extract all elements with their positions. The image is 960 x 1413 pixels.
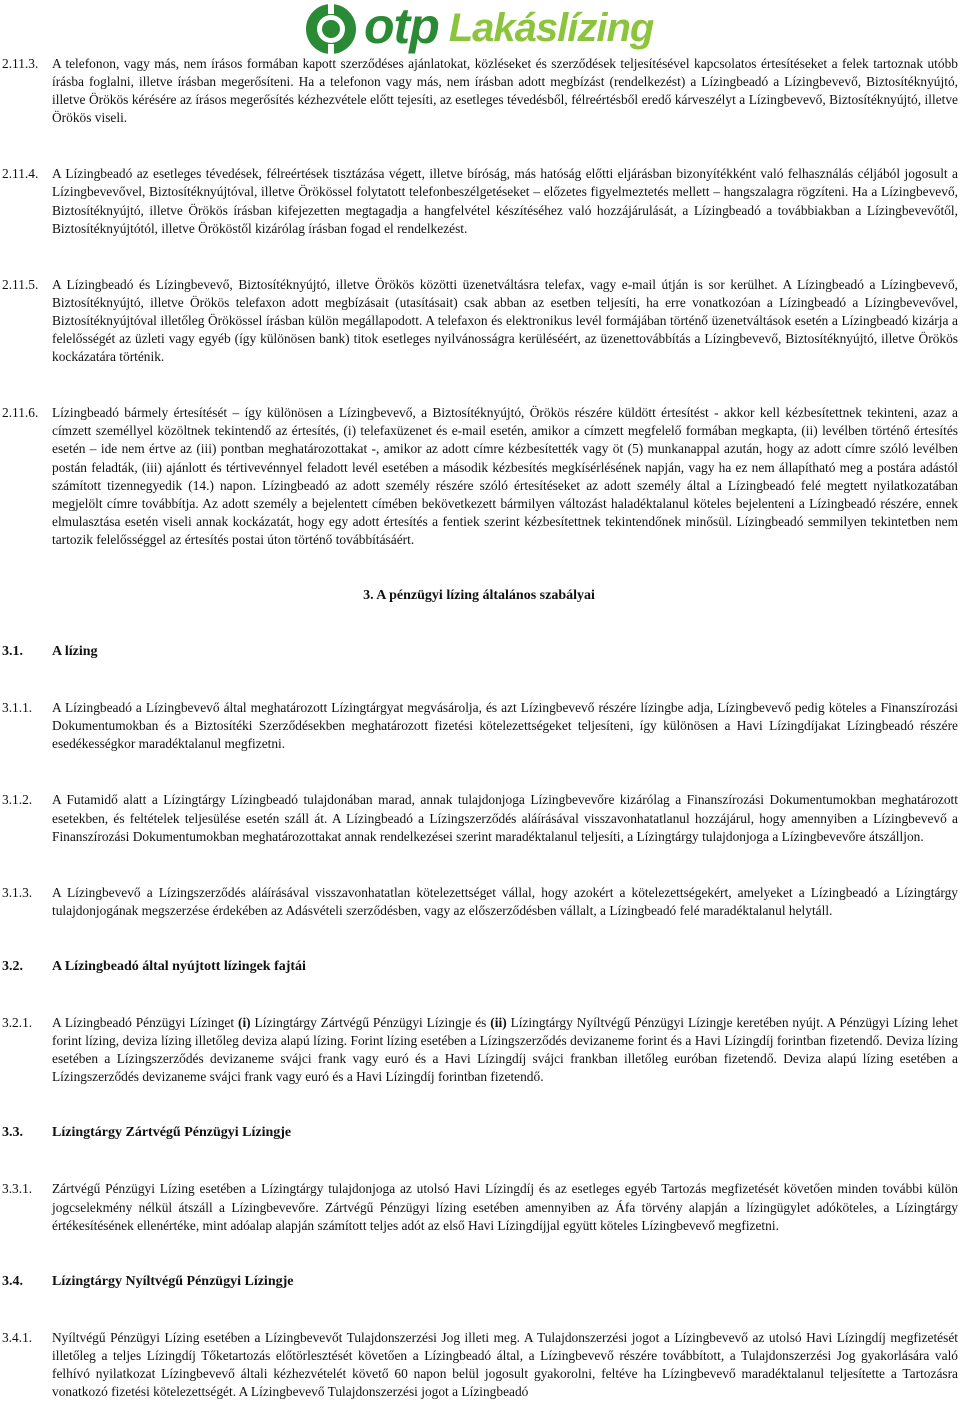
paragraph-text: Lízingbeadó bármely értesítését – így különösen a Lízingbevevő, a Biztosítéknyújtó, Örökös részére küldött értesítést - akkor kell kézbesítettnek tekinteni, azaz a címzett személlyel közöltnek tekintendő az értesítés, (i) telefaxüzenet és e-mail esetén, amikor a címzett megfelelő formában megkapta, (ii) levélben történő értesítés esetén – ide nem értve az (iii) pontban meghatározottakat -, amikor az adott címre kézbesítették vagy öt (5) munkanappal azután, hogy az adott címre szóló levélben postán feladták, (iii) ajánlott és tértivevénnyel feladott levél esetében a második kézbesítés megkísérlésének napján, vagy ha ez nem állapítható meg a postára adástól számított tizennegyedik (14.) napon. Lízingbeadó az adott személy részére szóló értesítéseket az adott személy által a Lízingbeadó felé megtett nyilatkozatában megjelölt címre továbbítja. Az adott személy a bejelentett címében bekövetkezett bármilyen változást haladéktalanul köteles bejelenteni a Lízingbeadó részére, ennek elmulasztása esetén viseli annak kockázatát, hogy egy adott értesítés a fentiek szerint kézbesítettnek tekintendőnek minősül. Lízingbeadó semmilyen tekintetben nem tartozik felelősséggel az értesítés postai úton történő továbbításáért.: [52, 405, 958, 547]
document-body: [0, 55, 958, 1401]
section-number: 3.4.: [2, 1273, 23, 1289]
paragraph-number: 2.11.6.: [2, 405, 39, 421]
paragraph-text: A Lízingbeadó a Lízingbevevő által meghatározott Lízingtárgyat megvásárolja, és azt Lízingbevevő részére lízingbe adja, Lízingbevevő pedig köteles a Finanszírozási Dokumentumokban és a Biztosítéki Szerződésekben meghatározott fizetési kötelezettségeket teljesíteni, így különösen a Havi Lízingdíjakat Lízingbeadó részére esedékességkor maradéktalanul megfizetni.: [52, 700, 958, 752]
paragraph-number: 2.11.5.: [2, 276, 39, 292]
paragraph-3-4-1: [0, 1329, 958, 1401]
section-title: A lízing: [52, 644, 98, 660]
bold-run: (ii): [490, 1015, 507, 1030]
paragraph-3-2-1: [0, 1014, 958, 1086]
paragraph-2-11-6: [0, 404, 958, 549]
paragraph-number: 3.1.2.: [2, 792, 33, 808]
logo-product: Lakáslízing: [448, 6, 654, 50]
section-number: 3.3.: [2, 1125, 23, 1141]
paragraph-2-11-3: [0, 55, 958, 127]
paragraph-number: 3.1.3.: [2, 884, 33, 900]
section-title: A Lízingbeadó által nyújtott lízingek fajtái: [52, 958, 306, 974]
paragraph-3-3-1: [0, 1180, 958, 1234]
paragraph-text: A Futamidő alatt a Lízingtárgy Lízingbeadó tulajdonában marad, annak tulajdonjoga Lízingbevevőre kizárólag a Finanszírozási Dokumentumokban meghatározott esetekben, és feltételek teljesülése esetén száll át. A Lízingbeadó a Lízingszerződés aláírásával visszavonhatatlanul hozzájárul, hogy amennyiben a Lízingbevevő a Finanszírozási Dokumentumokban meghatározottakat annak rendelkezései szerint maradéktalanul teljesíti, a Lízingtárgy tulajdonjoga a Lízingbevevőre átszálljon.: [52, 792, 958, 844]
paragraph-text: A Lízingbeadó az esetleges tévedések, félreértések tisztázása végett, illetve bíróság, más hatóság előtti eljárásban bizonyítékként való felhasználás céljából jogosult a Lízingbevevővel, Biztosítéknyújtóval, illetve Örökössel folytatott telefonbeszélgetéseket – előzetes figyelmeztetés mellett – hangszalagra rögzíteni. Ha a Lízingbevevő, Biztosítéknyújtó, illetve Örökös írásban kifejezetten megtagadja a hangfelvétel készítéséhez való hozzájárulását, a Lízingbeadó a továbbiakban a Lízingbevevőtől, Biztosítéknyújtótól, illetve Örököstől kizárólag írásban fogad el rendelkezést.: [52, 166, 958, 236]
paragraph-number: 3.1.1.: [2, 700, 33, 716]
section-heading-3-3: [0, 1124, 958, 1142]
paragraph-3-1-2: [0, 791, 958, 845]
text-run: Lízingtárgy Zártvégű Pénzügyi Lízingje és: [250, 1015, 491, 1030]
chapter-heading: 3. A pénzügyi lízing általános szabályai: [363, 587, 595, 603]
paragraph-number: 3.2.1.: [2, 1015, 33, 1030]
paragraph-text: A Lízingbevevő a Lízingszerződés aláírásával visszavonhatatlan kötelezettséget vállal, hogy azokért a kötelezettségekért, amelyeket a Lízingbeadó a Lízingtárgy tulajdonjogának megszerzése érdekében az Adásvételi szerződésben, vagy az előszerződésben vállalt, a Lízingbeadó felé maradéktalanul helytáll.: [52, 884, 958, 918]
paragraph-2-11-5: [0, 276, 958, 366]
paragraph-text: [52, 1014, 958, 1086]
section-heading-3-4: [0, 1273, 958, 1291]
section-heading-3-1: [0, 643, 958, 661]
paragraph-2-11-4: [0, 165, 958, 237]
paragraph-text: Nyíltvégű Pénzügyi Lízing esetében a Lízingbevevőt Tulajdonszerzési Jog illeti meg. A Tulajdonszerzési jogot a Lízingbevevő az utolsó Havi Lízingdíj megfizetését illetőleg a teljes Lízingdíj Tőketartozás előtörlesztését követően a Lízingbeadó által, a Lízingbevevő részére továbbított, a Tulajdonszerzési Jog gyakorlására való felhívó nyilatkozat Lízingbevevő általi kézhezvételét követő 60 napon belül jogosult gyakorolni, feltéve ha Lízingbevevő maradéktalanul teljesítette a Tartozásra vonatkozó fizetési kötelezettségét. A Lízingbevevő Tulajdonszerzési jogot a Lízingbeadó: [52, 1329, 958, 1400]
section-heading-3-2: [0, 958, 958, 976]
paragraph-3-1-3: [0, 884, 958, 920]
paragraph-number: 2.11.3.: [2, 56, 39, 71]
section-title: Lízingtárgy Nyíltvégű Pénzügyi Lízingje: [52, 1273, 294, 1289]
section-number: 3.1.: [2, 644, 23, 660]
text-run: A Lízingbeadó Pénzügyi Lízinget: [52, 1015, 238, 1030]
paragraph-number: 3.4.1.: [2, 1329, 33, 1345]
paragraph-3-1-1: [0, 699, 958, 753]
paragraph-number: 2.11.4.: [2, 166, 39, 182]
paragraph-text: Zártvégű Pénzügyi Lízing esetében a Lízingtárgy tulajdonjoga az utolsó Havi Lízingdíj és az esetleges egyéb Tartozás megfizetését követően minden további külön jogcselekmény nélkül átszáll a Lízingbevevőre. Zártvégű Pénzügyi lízing esetében amennyiben az Áfa törvény alapján a lízingügylet adóköteles, a Lízingtárgy értékesítésének ellenértéke, mint adóalap alapján számított teljes adót az első Havi Lízingdíjjal együtt köteles Lízingbevevő megfizetni.: [52, 1181, 958, 1233]
logo-brand: otp: [364, 0, 439, 54]
otp-emblem-icon: [304, 2, 358, 56]
text-run: Lízingtárgy Nyíltvégű Pénzügyi Lízingje keretében nyújt. A Pénzügyi Lízing lehet forint lízing, deviza lízing illetőleg deviza alapú lízing. Forint lízing esetében a Lízingszerződés devizaneme forint és a Havi Lízingdíj forintban fizetendő. Deviza lízing esetében a Lízingszerződés devizaneme svájci frank vagy euró és a Havi Lízingdíj svájci frankban illetőleg euróban fizetendő. Deviza alapú lízing esetében a Lízingszerződés devizaneme svájci frank vagy euró és a Havi Lízingdíj forintban fizetendő.: [52, 1015, 958, 1085]
section-number: 3.2.: [2, 958, 23, 974]
section-title: Lízingtárgy Zártvégű Pénzügyi Lízingje: [52, 1125, 292, 1141]
bold-run: (i): [237, 1015, 251, 1030]
paragraph-text: A telefonon, vagy más, nem írásos formában kapott szerződéses ajánlatokat, közléseket és szerződések teljesítésével kapcsolatos értesítéseket a felek tartoznak utóbb írásba foglalni, illetve írásban megerősíteni. Ha a telefonon vagy más, nem írásban adott megbízást (rendelkezést) a Lízingbeadó a Lízingbevevő, Biztosítéknyújtó, illetve Örökös kérésére az írásos megerősítés kézhezvétele előtt tejesíti, az esetleges tévedésből, félreértésből eredő kárveszélyt a Lízingbevevő, Biztosítéknyújtó, illetve Örökös viseli.: [52, 56, 958, 126]
paragraph-text: A Lízingbeadó és Lízingbevevő, Biztosítéknyújtó, illetve Örökös közötti üzenetváltásra telefax, vagy e-mail útján is sor kerülhet. A Lízingbeadó a Lízingbevevő, Biztosítéknyújtó, illetve Örökös telefaxon adott megbízásait (utasításait) csak abban az esetben teljesíti, ha erre vonatkozóan a Lízingbeadó a Lízingbevevővel, Biztosítéknyújtóval illetőleg Örökössel írásban külön megállapodott. A telefaxon és elektronikus levél formájában történő üzenetváltások esetén a Lízingbeadó kizárja a felelősségét az üzleti vagy egyéb (így különösen bank) titok esetleges nyilvánosságra kerüléséért, az üzenettovábbítás a Lízingbevevő, Biztosítéknyújtó, illetve Örökös kockázatára történik.: [52, 276, 958, 365]
paragraph-number: 3.3.1.: [2, 1181, 33, 1197]
otp-lakaslizing-logo: [304, 1, 653, 57]
